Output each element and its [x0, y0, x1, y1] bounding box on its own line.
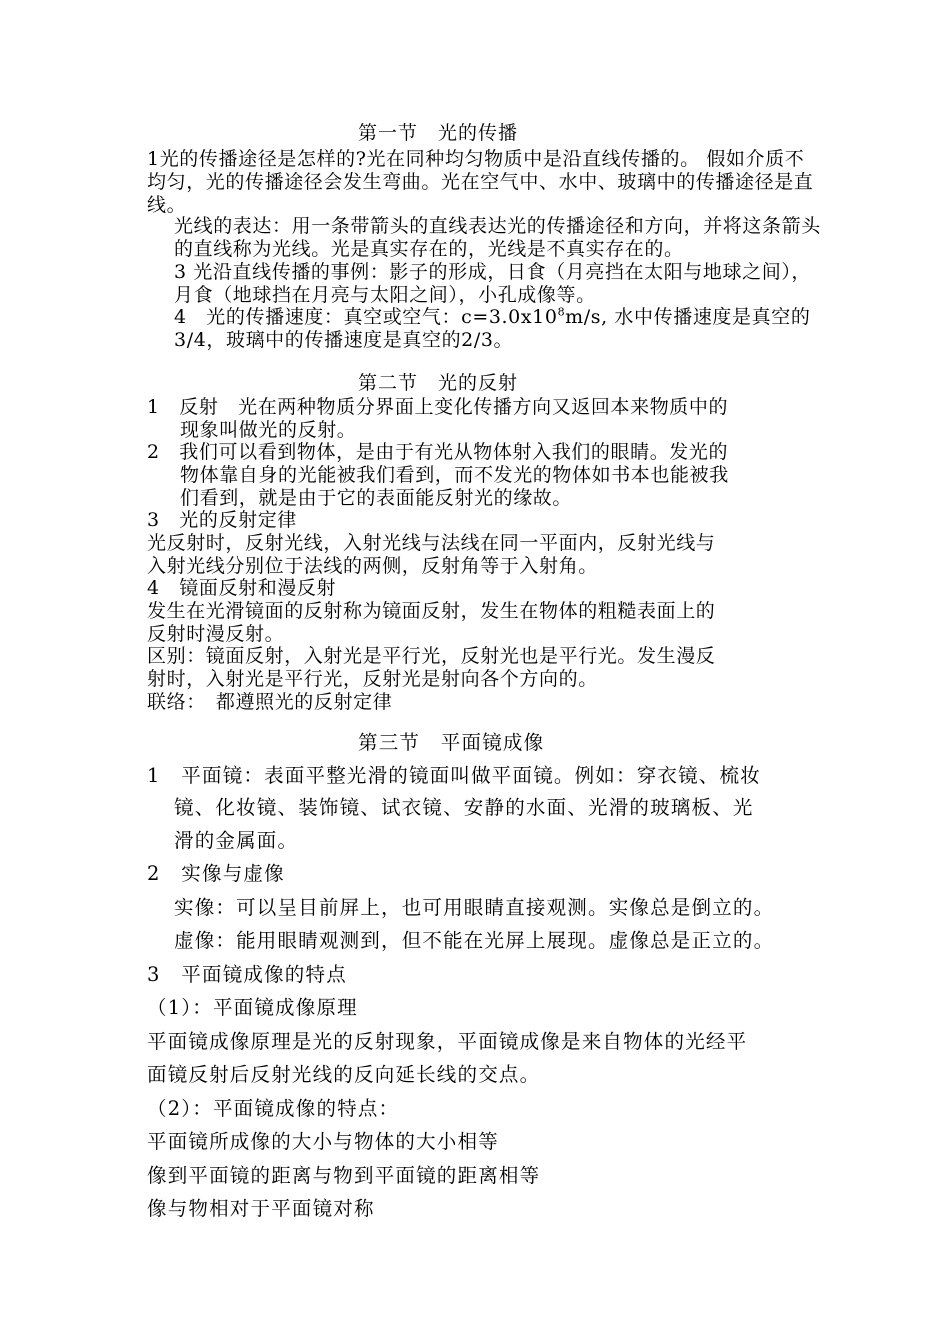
- paragraph-line: 月食（地球挡在月亮与太阳之间），小孔成像等。: [174, 284, 596, 306]
- paragraph-line: 发生在光滑镜面的反射称为镜面反射，发生在物体的粗糙表面上的: [147, 600, 716, 622]
- paragraph-line: 区别：镜面反射，入射光是平行光，反射光也是平行光。发生漫反: [147, 645, 716, 667]
- paragraph-line: 1 平面镜：表面平整光滑的镜面叫做平面镜。例如：穿衣镜、梳妆: [147, 764, 761, 787]
- paragraph-line: 现象叫做光的反射。: [180, 419, 357, 441]
- paragraph-line: 3/4，玻璃中的传播速度是真空的2/3。: [174, 329, 514, 351]
- paragraph-line: （1）：平面镜成像原理: [147, 996, 358, 1019]
- paragraph-line: 1 反射 光在两种物质分界面上变化传播方向又返回本来物质中的: [147, 396, 729, 418]
- light-speed-line: [174, 305, 810, 329]
- light-speed-exponent: 8: [557, 305, 566, 319]
- paragraph-line: 实像：可以呈目前屏上，也可用眼睛直接观测。实像总是倒立的。: [174, 896, 775, 919]
- paragraph-line: 均匀，光的传播途径会发生弯曲。光在空气中、水中、玻璃中的传播途径是直: [147, 171, 814, 193]
- paragraph-line: 3 光的反射定律: [147, 509, 297, 531]
- paragraph-line: 1光的传播途径是怎样的?光在同种均匀物质中是沿直线传播的。 假如介质不: [147, 148, 805, 170]
- paragraph-line: 光反射时，反射光线，入射光线与法线在同一平面内，反射光线与: [147, 532, 716, 554]
- paragraph-line: （2）：平面镜成像的特点：: [147, 1097, 400, 1120]
- paragraph-line: 们看到，就是由于它的表面能反射光的缘故。: [180, 487, 573, 509]
- section-3-title: 第三节 平面镜成像: [358, 731, 545, 754]
- paragraph-line: 入射光线分别位于法线的两侧，反射角等于入射角。: [147, 555, 598, 577]
- paragraph-line: 平面镜所成像的大小与物体的大小相等: [147, 1130, 499, 1153]
- paragraph-line: 线。: [147, 194, 187, 216]
- paragraph-line: 的直线称为光线。光是真实存在的，光线是不真实存在的。: [174, 238, 684, 260]
- light-speed-suffix: m/s, 水中传播速度是真空的: [565, 306, 811, 328]
- paragraph-line: 像到平面镜的距离与物到平面镜的距离相等: [147, 1164, 541, 1187]
- paragraph-line: 像与物相对于平面镜对称: [147, 1197, 375, 1220]
- paragraph-line: 4 镜面反射和漫反射: [147, 577, 337, 599]
- paragraph-line: 3 平面镜成像的特点: [147, 963, 347, 986]
- paragraph-line: 镜、化妆镜、装饰镜、试衣镜、安静的水面、光滑的玻璃板、光: [174, 796, 754, 819]
- paragraph-line: 平面镜成像原理是光的反射现象，平面镜成像是来自物体的光经平: [147, 1030, 748, 1053]
- paragraph-line: 2 我们可以看到物体，是由于有光从物体射入我们的眼睛。发光的: [147, 441, 729, 463]
- paragraph-line: 滑的金属面。: [174, 829, 299, 852]
- paragraph-line: 虚像：能用眼睛观测到，但不能在光屏上展现。虚像总是正立的。: [174, 929, 775, 952]
- paragraph-line: 物体靠自身的光能被我们看到，而不发光的物体如书本也能被我: [180, 464, 729, 486]
- paragraph-line: 面镜反射后反射光线的反向延长线的交点。: [147, 1063, 541, 1086]
- paragraph-line: 反射时漫反射。: [147, 623, 285, 645]
- paragraph-line: 联络： 都遵照光的反射定律: [147, 691, 393, 713]
- paragraph-line: 射时，入射光是平行光，反射光是射向各个方向的。: [147, 668, 598, 690]
- paragraph-line: 3 光沿直线传播的事例：影子的形成，日食（月亮挡在太阳与地球之间），: [174, 261, 812, 283]
- section-1-title: 第一节 光的传播: [358, 122, 519, 144]
- light-speed-prefix: 4 光的传播速度：真空或空气：c=3.0x10: [174, 306, 558, 328]
- section-2-title: 第二节 光的反射: [358, 372, 519, 394]
- paragraph-line: 光线的表达：用一条带箭头的直线表达光的传播途径和方向，并将这条箭头: [174, 215, 821, 237]
- paragraph-line: 2 实像与虚像: [147, 862, 285, 885]
